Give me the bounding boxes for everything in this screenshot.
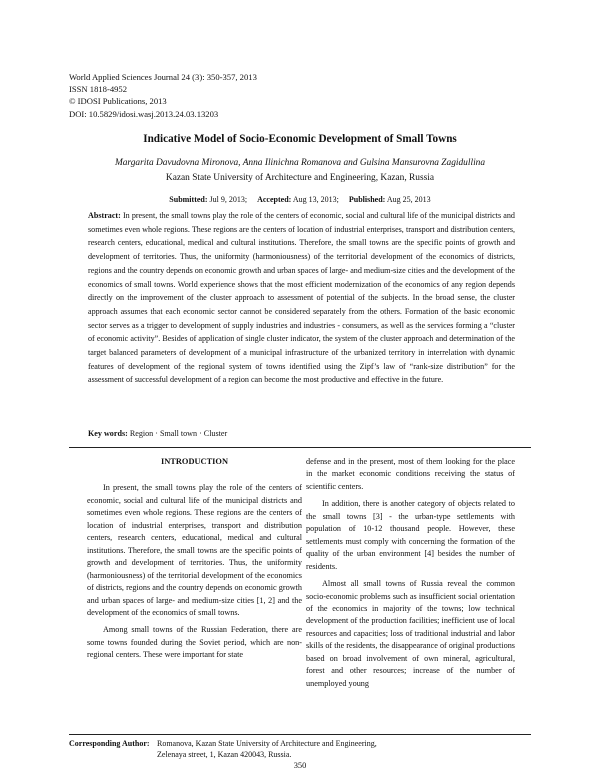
- page-number: 350: [293, 761, 307, 770]
- abstract: [88, 209, 515, 387]
- corresponding-author: [69, 738, 377, 760]
- intro-paragraph-2: Among small towns of the Russian Federation, there are some towns founded during the Soviet period, which are non-regional centers. These were important for state: [87, 625, 302, 660]
- affiliation: Kazan State University of Architecture and Engineering, Kazan, Russia: [165, 173, 435, 183]
- submitted-date: Jul 9, 2013;: [209, 195, 248, 204]
- corresponding-author-label: Corresponding Author:: [69, 739, 150, 748]
- left-column: [87, 456, 302, 662]
- keywords: [88, 429, 515, 438]
- issn: ISSN 1818-4952: [69, 84, 128, 95]
- right-paragraph-3: Almost all small towns of Russia reveal the common socio-economic problems such as insufficient social orientation of the economics in majority of the towns; low technical development of the production facilities; inefficient use of local resources and capacities; loss of traditional industrial and labor skills of the residents, the disappearance of original productions based on broad involvement of own mineral, agricultural, forest and other resources; increase of the number of unemployed young: [306, 579, 515, 688]
- publication-dates: [0, 195, 600, 204]
- journal-citation: World Applied Sciences Journal 24 (3): 350-357, 2013: [69, 72, 257, 82]
- right-column: [306, 456, 515, 690]
- article-title: Indicative Model of Socio-Economic Development of Small Towns: [143, 133, 457, 145]
- journal-header: [69, 71, 257, 120]
- published-date: Aug 25, 2013: [386, 195, 431, 204]
- intro-paragraph-1: In present, the small towns play the role of the centers of economic, social and cultural life of the municipal districts and sometimes even whole regions. These regions are the centers of location of industrial enterprises, transport and distribution centers, research centers, educational, medical and cultural institutions. Therefore, the small towns are the specific points of growth and development of territories. Thus, the uniformity (harmoniousness) of the territorial development of the economics of districts, regions and the country depends on economic growth and urban spaces of large- and medium-size cities [1, 2] and the development of the economics of small towns.: [87, 483, 302, 617]
- right-paragraph-2: In addition, there is another category of objects related to the small towns [3] - the urban-type settlements with population of 10-12 thousand people. However, these settlements must comply with concerning the formation of the quality of the urban environment [4] besides the number of residents.: [306, 499, 515, 571]
- corresponding-author-address: [157, 738, 377, 760]
- keywords-text: Region · Small town · Cluster: [129, 429, 228, 438]
- abstract-text: In present, the small towns play the role of the centers of economic, social and cultural life of the municipal districts and sometimes even whole regions. These regions are the centers of location of industrial enterprises, transport and distribution centers, research centers, educational, medical and cultural institutions. Therefore, the small towns are the specific points of growth and development of territories. Thus, the uniformity (harmoniousness) of the territorial development of the economics of districts, regions and the country depends on economic growth and urban spaces of large- and medium-size cities and the development of the economics of small towns. World experience shows that the most efficient modernization of the economics of any region depends directly on the improvement of the cluster approach to assessment of potential of the subjects. In the broad sense, the cluster approach assumes that each economic sector cannot be considered separately from the others. Formation of the basic economic sector serves as a trigger to development of supply industries and industries - consumers, as well as the services forming a “cluster of economic activity”. Besides of application of single cluster indicator, the system of the cluster approach and determination of the target balanced parameters of development of a municipal infrastructure of the urbanized territory in interrelation with dynamic features of development of the regional system of towns identified using the Zipf’s law of “rank-size distribution” for the assessment of successful development of a region can become the most productive and effective in the future.: [88, 211, 515, 385]
- accepted-date: Aug 13, 2013;: [292, 195, 339, 204]
- right-paragraph-1: defense and in the present, most of them looking for the place in the market economic conditions receiving the status of scientific centers.: [306, 457, 515, 491]
- published-label: Published:: [348, 195, 386, 204]
- introduction-heading: INTRODUCTION: [160, 457, 228, 466]
- corr-line-2: Zelenaya street, 1, Kazan 420043, Russia.: [157, 750, 292, 759]
- abstract-label: Abstract:: [88, 211, 121, 220]
- corr-line-1: Romanova, Kazan State University of Architecture and Engineering,: [157, 739, 377, 748]
- accepted-label: Accepted:: [257, 195, 292, 204]
- authors: Margarita Davudovna Mironova, Anna Ilinichna Romanova and Gulsina Mansurovna Zagidullina: [114, 158, 486, 168]
- keywords-label: Key words:: [88, 429, 128, 438]
- doi: DOI: 10.5829/idosi.wasj.2013.24.03.13203: [69, 108, 219, 119]
- section-divider: [69, 447, 531, 448]
- copyright: © IDOSI Publications, 2013: [69, 96, 167, 107]
- footer-divider: [69, 734, 531, 735]
- submitted-label: Submitted:: [169, 195, 208, 204]
